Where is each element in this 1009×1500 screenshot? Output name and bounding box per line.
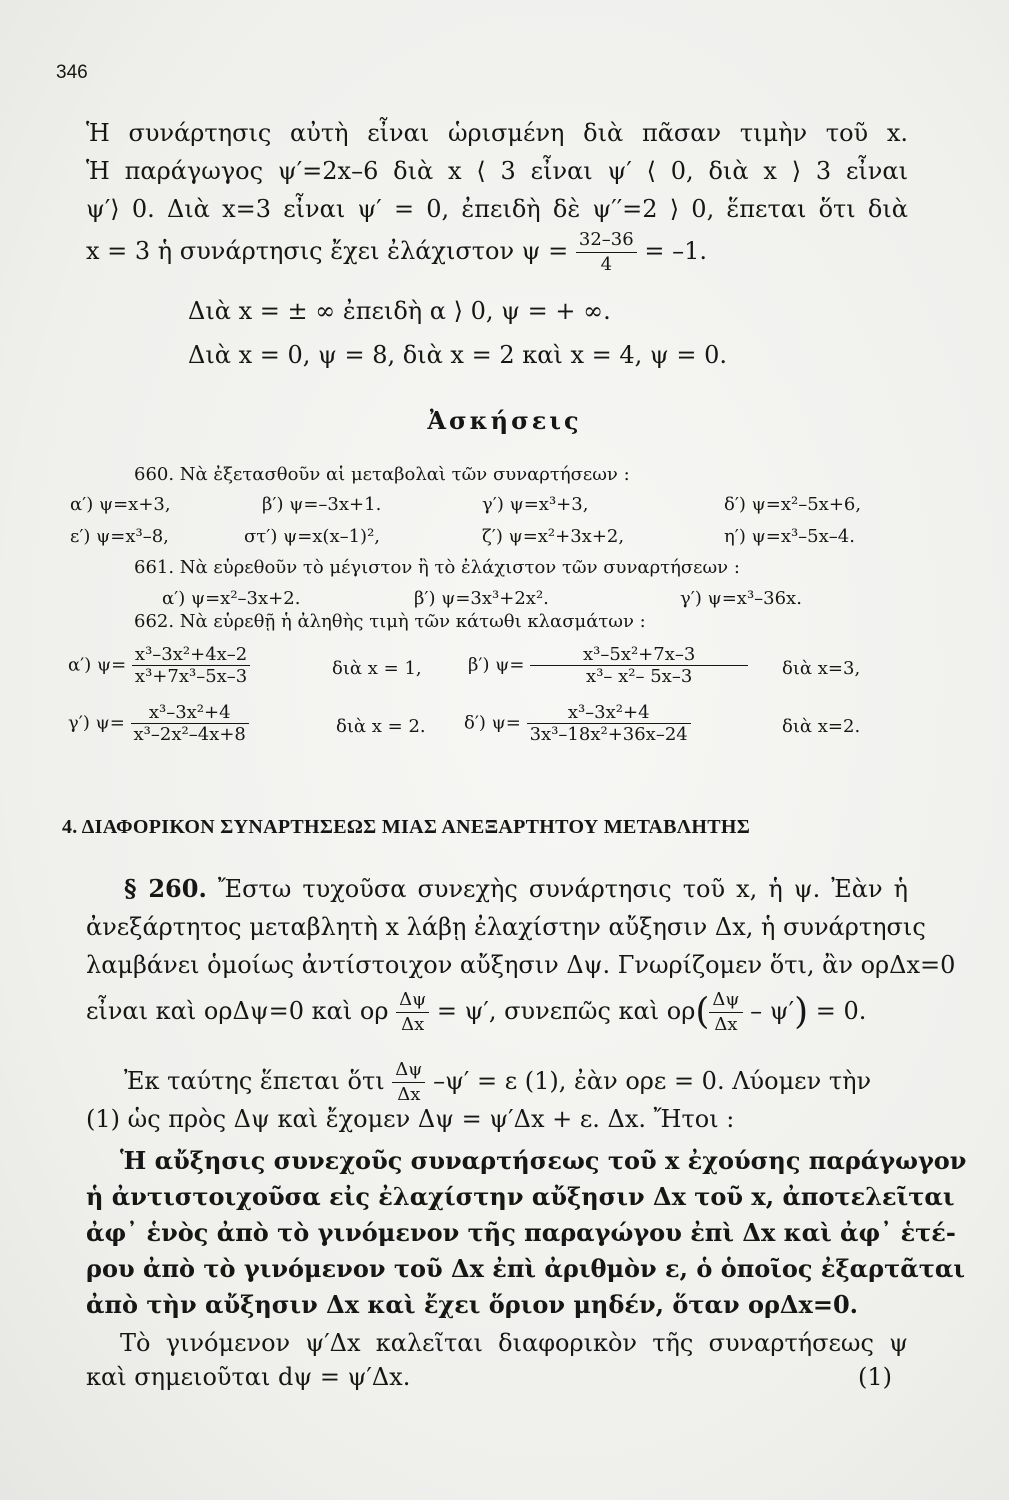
fraction-numerator: 32–36 — [576, 228, 637, 253]
bold-text-line: ἀφ᾽ ἑνὸς ἀπὸ τὸ γινόμενον τῆς παραγώγου ἐπὶ Δx καὶ ἀφ᾽ ἑτέ- — [86, 1218, 956, 1247]
close-paren: ) — [794, 991, 809, 1033]
text-fragment: = ψ′, συνεπῶς καὶ ορ — [436, 997, 696, 1025]
fraction-denominator: x³– x²– 5x–3 — [586, 666, 693, 687]
fraction — [131, 702, 249, 745]
exercise-662-d — [464, 702, 691, 745]
section-title: 4. ΔΙΑΦΟΡΙΚΟΝ ΣΥΝΑΡΤΗΣΕΩΣ ΜΙΑΣ ΑΝΕΞΑΡΤΗΤΟΥ ΜΕΤΑΒΛΗΤΗΣ — [62, 816, 751, 838]
bold-text-line: ἡ ἀντιστοιχοῦσα εἰς ἐλαχίστην αὔξησιν Δx τοῦ x, ἀποτελεῖται — [86, 1182, 955, 1211]
text-fragment: –ψ′ = ε (1), ἐὰν ορε = 0. Λύομεν τὴν — [433, 1067, 872, 1095]
text-line: καὶ σημειοῦται dψ = ψ′Δx. — [86, 1363, 411, 1391]
exercise-662-title: 662. Νὰ εὑρεθῇ ἡ ἀληθὴς τιμὴ τῶν κάτωθι κλασμάτων : — [134, 611, 646, 632]
fraction-denominator: Δx — [401, 1014, 425, 1035]
fraction — [576, 228, 637, 277]
equation-number: (1) — [858, 1363, 892, 1391]
fraction-denominator: x³–2x²–4x+8 — [133, 724, 246, 745]
exercise-item: στ′) ψ=x(x–1)², — [244, 526, 381, 547]
text-line: Ἡ παράγωγος ψ′=2x–6 διὰ x ⟨ 3 εἶναι ψ′ ⟨ 0, διὰ x ⟩ 3 εἶναι — [86, 157, 908, 185]
item-label: α′) ψ= — [68, 654, 127, 676]
section-mark: § 260. — [124, 874, 207, 903]
exercise-662-b — [468, 644, 748, 687]
exercise-item: ζ′) ψ=x²+3x+2, — [482, 526, 625, 547]
fraction-denominator: x³+7x³–5x–3 — [134, 666, 248, 687]
fraction-denominator: Δx — [397, 1084, 421, 1105]
exercise-662-b-at: διὰ x=3, — [782, 658, 861, 679]
text-line: Διὰ x = 0, ψ = 8, διὰ x = 2 καὶ x = 4, ψ = 0. — [188, 341, 727, 369]
exercise-item: α′) ψ=x²–3x+2. — [162, 588, 301, 609]
text-line: (1) ὡς πρὸς Δψ καὶ ἔχομεν Δψ = ψ′Δx + ε. Δx. Ἤτοι : — [86, 1105, 735, 1133]
fraction-denominator: 4 — [600, 254, 613, 275]
exercise-item: α′) ψ=x+3, — [70, 494, 171, 515]
text-line: Διὰ x = ± ∞ ἐπειδὴ α ⟩ 0, ψ = + ∞. — [188, 297, 611, 325]
exercise-item: β′) ψ=3x³+2x². — [414, 588, 549, 609]
fraction-numerator: Δψ — [392, 1058, 425, 1083]
fraction-denominator: 3x³–18x²+36x–24 — [529, 724, 688, 745]
fraction-numerator: x³–3x²+4 — [527, 702, 691, 724]
text-fragment: x = 3 ἡ συνάρτησις ἔχει ἐλάχιστον ψ = — [86, 237, 569, 265]
exercise-item: γ′) ψ=x³–36x. — [680, 588, 802, 609]
text-fragment: Ἐκ ταύτης ἕπεται ὅτι — [124, 1067, 385, 1095]
exercise-item: γ′) ψ=x³+3, — [482, 494, 589, 515]
text-fragment: εἶναι καὶ ορΔψ=0 καὶ ορ — [86, 997, 389, 1025]
text-line: Ἡ συνάρτησις αὐτὴ εἶναι ὡρισμένη διὰ πᾶσαν τιμὴν τοῦ x. — [86, 119, 908, 147]
fraction-numerator: x³–3x²+4x–2 — [132, 644, 250, 666]
exercise-662-d-at: διὰ x=2. — [782, 716, 861, 737]
fraction-denominator: Δx — [714, 1014, 738, 1035]
text-fragment: = 0. — [815, 997, 867, 1025]
fraction — [530, 644, 748, 687]
text-fragment: Ἔστω τυχοῦσα συνεχὴς συνάρτησις τοῦ x, ἡ ψ. Ἐὰν ἡ — [217, 875, 909, 903]
exercise-662-c-at: διὰ x = 2. — [336, 716, 426, 737]
fraction — [527, 702, 691, 745]
bold-text-line: Ἡ αὔξησις συνεχοῦς συναρτήσεως τοῦ x ἐχούσης παράγωγον — [120, 1146, 967, 1175]
exercise-662-a-at: διὰ x = 1, — [332, 658, 422, 679]
exercise-item: η′) ψ=x³–5x–4. — [724, 526, 855, 547]
text-line: λαμβάνει ὁμοίως ἀντίστοιχον αὔξησιν Δψ. Γνωρίζομεν ὅτι, ἂν ορΔx=0 — [86, 951, 956, 979]
exercise-660-title: 660. Νὰ ἐξετασθοῦν αἱ μεταβολαὶ τῶν συναρτήσεων : — [134, 464, 630, 485]
fraction-numerator: x³–3x²+4 — [131, 702, 249, 724]
bold-text-line: ἀπὸ τὴν αὔξησιν Δx καὶ ἔχει ὅριον μηδέν, ὅταν ορΔx=0. — [86, 1290, 859, 1319]
fraction — [132, 644, 250, 687]
item-label: γ′) ψ= — [68, 712, 125, 734]
exercise-item: β′) ψ=–3x+1. — [262, 494, 382, 515]
exercise-item: ε′) ψ=x³–8, — [70, 526, 169, 547]
exercise-662-a — [68, 644, 250, 687]
text-line: ἀνεξάρτητος μεταβλητὴ x λάβῃ ἐλαχίστην αὔξησιν Δx, ἡ συνάρτησις — [86, 913, 926, 941]
text-line-with-fraction — [86, 228, 908, 277]
exercise-661-title: 661. Νὰ εὑρεθοῦν τὸ μέγιστον ἢ τὸ ἐλάχιστον τῶν συναρτήσεων : — [134, 557, 740, 578]
fraction — [709, 988, 742, 1037]
item-label: δ′) ψ= — [464, 712, 521, 734]
text-line: Τὸ γινόμενον ψ′Δx καλεῖται διαφορικὸν τῆς συναρτήσεως ψ — [120, 1329, 908, 1357]
text-line — [124, 874, 908, 904]
item-label: β′) ψ= — [468, 654, 525, 676]
text-fragment: = –1. — [644, 237, 707, 265]
exercise-662-c — [68, 702, 249, 745]
fraction — [396, 988, 429, 1037]
fraction-numerator: Δψ — [396, 988, 429, 1013]
text-line: ψ′⟩ 0. Διὰ x=3 εἶναι ψ′ = 0, ἐπειδὴ δὲ ψ′′=2 ⟩ 0, ἕπεται ὅτι διὰ — [86, 195, 908, 223]
fraction-numerator: Δψ — [709, 988, 742, 1013]
text-line-with-fraction — [86, 988, 908, 1037]
text-fragment: – ψ′ — [750, 997, 795, 1025]
exercises-heading: Ἀσκήσεις — [427, 406, 582, 435]
fraction-numerator: x³–5x²+7x–3 — [530, 644, 748, 666]
fraction — [392, 1058, 425, 1107]
open-paren: ( — [695, 991, 710, 1033]
page-number: 346 — [56, 62, 88, 83]
exercise-item: δ′) ψ=x²–5x+6, — [724, 494, 862, 515]
text-line-with-fraction — [124, 1058, 946, 1107]
bold-text-line: ρου ἀπὸ τὸ γινόμενον τοῦ Δx ἐπὶ ἀριθμὸν ε, ὁ ὁποῖος ἐξαρτᾶται — [86, 1254, 965, 1283]
